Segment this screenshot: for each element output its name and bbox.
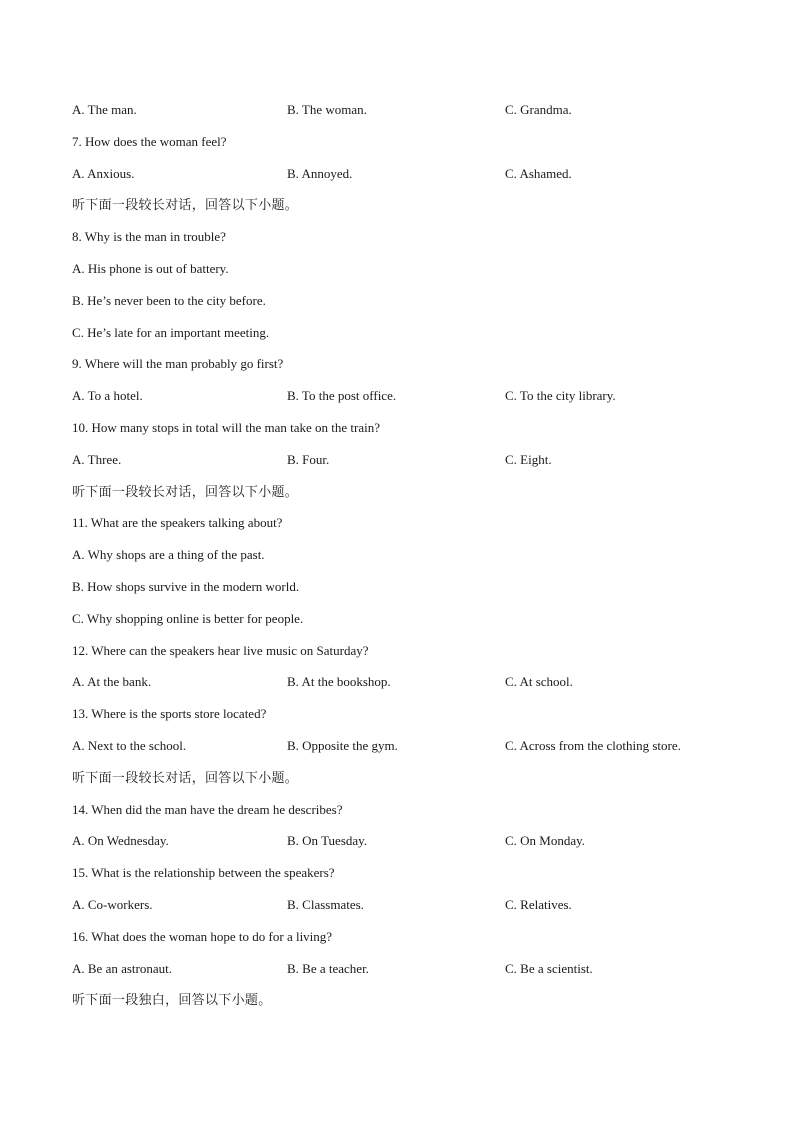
section-instruction [72,991,732,1023]
line-text: 13. Where is the sports store located? [72,706,267,722]
line-text: A. Why shops are a thing of the past. [72,547,265,563]
option-a: A. Co-workers. [72,896,153,912]
option-a: A. The man. [72,102,137,117]
option-c: C. Relatives. [505,896,572,912]
question-text [72,133,732,165]
option-a: A. Next to the school. [72,737,187,753]
answer-option [72,578,732,610]
option-a: A. Anxious. [72,165,135,181]
question-text [72,864,732,896]
line-text: 16. What does the woman hope to do for a living? [72,928,333,944]
option-c: C. Grandma. [505,102,572,117]
answer-option [72,546,732,578]
question-text [72,928,732,960]
question-text [72,228,732,260]
answer-options-row [72,737,732,769]
option-c: C. Eight. [505,451,552,467]
line-text: 听下面一段较长对话，回答以下小题。 [72,198,299,214]
section-instruction [72,769,732,801]
line-text: A. His phone is out of battery. [72,260,229,276]
question-text [72,355,732,387]
option-c: C. On Monday. [505,833,586,849]
answer-option [72,324,732,356]
option-b: B. Four. [287,451,330,467]
option-c: C. Ashamed. [505,165,572,181]
line-text: 12. Where can the speakers hear live music on Saturday? [72,642,369,658]
question-text [72,419,732,451]
answer-options-row [72,673,732,705]
answer-options-row [72,451,732,483]
option-b: B. At the bookshop. [287,674,391,690]
option-b: B. The woman. [287,102,367,117]
answer-option [72,292,732,324]
option-a: A. At the bank. [72,674,152,690]
line-text: C. He’s late for an important meeting. [72,324,270,340]
answer-options-row [72,960,732,992]
line-text: 10. How many stops in total will the man take on the train? [72,419,380,435]
line-text: 听下面一段较长对话，回答以下小题。 [72,484,299,500]
option-a: A. On Wednesday. [72,833,169,849]
question-text [72,514,732,546]
line-text: 8. Why is the man in trouble? [72,229,226,245]
option-a: A. To a hotel. [72,388,143,404]
line-text: 14. When did the man have the dream he describes? [72,801,343,817]
option-b: B. Classmates. [287,896,364,912]
line-text: 听下面一段较长对话，回答以下小题。 [72,770,299,786]
option-c: C. To the city library. [505,388,616,404]
line-text: 听下面一段独白，回答以下小题。 [72,993,272,1009]
line-text: C. Why shopping online is better for people. [72,610,304,626]
answer-option [72,610,732,642]
option-b: B. On Tuesday. [287,833,368,849]
line-text: 11. What are the speakers talking about? [72,515,283,531]
option-c: C. Be a scientist. [505,960,593,976]
line-text: B. He’s never been to the city before. [72,292,266,308]
option-c: C. At school. [505,674,573,690]
question-text [72,801,732,833]
line-text: 7. How does the woman feel? [72,133,227,149]
option-c: C. Across from the clothing store. [505,737,681,753]
answer-options-row [72,896,732,928]
line-text: 15. What is the relationship between the speakers? [72,865,335,881]
option-b: B. Opposite the gym. [287,737,398,753]
section-instruction [72,483,732,515]
question-text [72,642,732,674]
answer-options-row [72,832,732,864]
option-a: A. Three. [72,451,122,467]
answer-option [72,260,732,292]
answer-options-row [72,387,732,419]
question-list [72,101,732,1023]
option-a: A. Be an astronaut. [72,960,173,976]
answer-options-row [72,101,732,133]
question-text [72,705,732,737]
option-b: B. Be a teacher. [287,960,369,976]
option-b: B. Annoyed. [287,165,353,181]
option-b: B. To the post office. [287,388,397,404]
section-instruction [72,196,732,228]
line-text: B. How shops survive in the modern world. [72,578,300,594]
line-text: 9. Where will the man probably go first? [72,356,284,372]
answer-options-row [72,165,732,197]
